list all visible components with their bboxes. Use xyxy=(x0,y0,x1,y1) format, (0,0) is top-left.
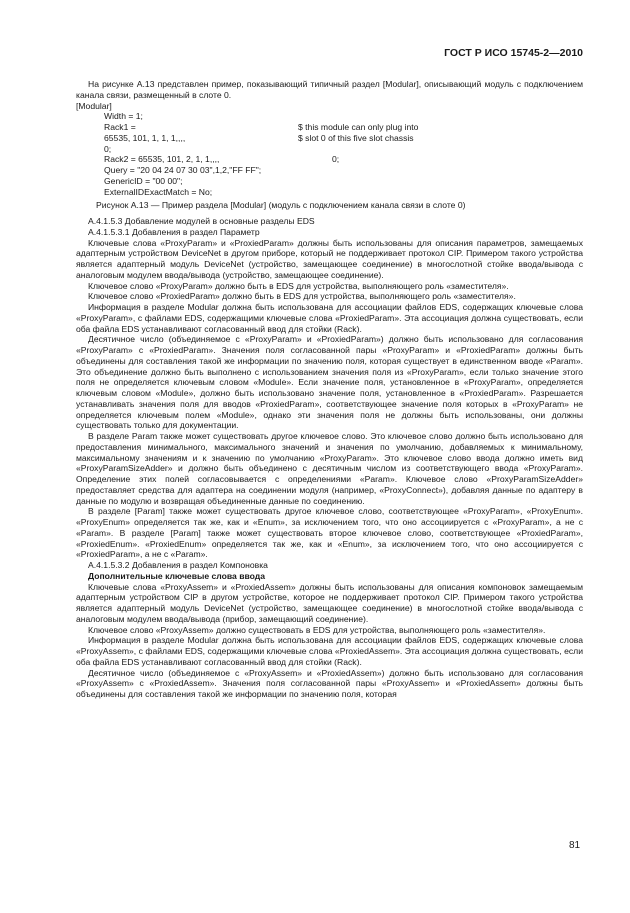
document-header: ГОСТ Р ИСО 15745-2—2010 xyxy=(444,47,583,59)
page-body xyxy=(76,79,583,700)
code-line: Width = 1; xyxy=(104,111,143,122)
code-text: Rack1 = xyxy=(104,122,136,132)
section-heading: А.4.1.5.3.1 Добавления в раздел Параметр xyxy=(88,226,260,237)
paragraph: Информация в разделе Modular должна быть использована для ассоциации файлов EDS, содержащих ключевые слова «ProxyAssem», с файлами EDS, содержащими ключевые слова «ProxiedAssem». Эта ассоциация должна существовать, если оба файла EDS устанавливают согласованный ввод для стойки (Rack). xyxy=(76,635,583,667)
code-line: [Modular] xyxy=(76,100,112,111)
code-line xyxy=(76,133,583,144)
paragraph: В разделе [Param] также может существовать другое ключевое слово, соответствующее «ProxyParam», «ProxyEnum». «ProxyEnum» определяется так же, как и «Enum», за исключением того, что оно ассоциируется с «ProxyParam», а не с «Param». В разделе [Param] также может существовать второе ключевое слово, соответствующее «ProxiedParam», «ProxiedEnum». «ProxiedEnum» определяется так же, как и «Enum», за исключением того, что оно ассоциируется с «ProxiedParam», а не с «Param». xyxy=(76,506,583,560)
code-line: 0; xyxy=(104,143,112,154)
figure-caption: Рисунок А.13 — Пример раздела [Modular] (модуль с подключением канала связи в слоте 0) xyxy=(96,200,466,211)
code-comment: $ this module can only plug into xyxy=(298,122,419,132)
code-text: 0; xyxy=(332,154,340,165)
paragraph: Ключевое слово «ProxyAssem» должно существовать в EDS для устройства, выполняющего роль «заместителя». xyxy=(88,624,546,635)
intro-paragraph: На рисунке А.13 представлен пример, показывающий типичный раздел [Modular], описывающий модуль с подключением канала связи, размещенный в слоте 0. xyxy=(76,79,583,100)
paragraph: Ключевое слово «ProxyParam» должно быть в EDS для устройства, выполняющего роль «заместителя». xyxy=(88,280,509,291)
paragraph: Ключевые слова «ProxyAssem» и «ProxiedAssem» должны быть использованы для описания компоновок замещаемым адаптерным устройством CIP в другом устройстве, которое не поддерживает протокол CIP. Примером такого устройства является адаптерный модуль DeviceNet (устройство, замещающее соединение) в многослотной стойке ввода/вывода с аналоговым модулем ввода/вывода (прибор, замещающий соединение). xyxy=(76,581,583,624)
code-text: Rack2 = 65535, 101, 2, 1, 1,,,, xyxy=(104,154,220,165)
code-line xyxy=(76,154,583,165)
page-number: 81 xyxy=(569,840,581,851)
paragraph: Ключевое слово «ProxiedParam» должно быть в EDS для устройства, выполняющего роль «заместителя». xyxy=(88,291,516,302)
section-heading: А.4.1.5.3.2 Добавления в раздел Компоновка xyxy=(88,560,268,570)
code-line: Query = "20 04 24 07 30 03",1,2,"FF FF"; xyxy=(104,165,262,175)
code-block xyxy=(76,101,583,198)
paragraph: Информация в разделе Modular должна быть использована для ассоциации файлов EDS, содержащих ключевые слова «ProxyParam», с файлами EDS, содержащими ключевые слова «ProxiedParam». Эта ассоциация должна существовать, если оба файла EDS устанавливают согласованный ввод для стойки (Rack). xyxy=(76,302,583,334)
paragraph: Десятичное число (объединяемое с «ProxyParam» и «ProxiedParam») должно быть использовано для согласования «ProxyParam» с «ProxiedParam». Значения поля согласованной пары «ProxyParam» и «ProxiedParam» должны быть объединены для составления такой же информации по значению поля, которая существует в единственном вводе «Param». Это объединение должно быть выполнено с использованием значения поля из «ProxyParam», если только значение этого поля не определяется ключевым словом «Module». Если значение поля, установленное в «ProxyParam», определяется ключевым словом «Module», должно быть использовано значение поля, установленное в «ProxiedParam». Разрешается устанавливать значения поля для вводов «ProxiedParam», соответствующее значение поля которых в «ProxyParam» не определяется ключевым полем «Module», однако эти значения поля не должны быть использованы, они должны существовать только для документации. xyxy=(76,334,583,431)
paragraph: В разделе Param также может существовать другое ключевое слово. Это ключевое слово должно быть использовано для предоставления минимального, максимального значений и значения по умолчанию, добавляемых к минимальному, максимальному значениям и к значению по умолчанию «ProxyParam». Это ключевое слово ввода должно иметь вид «ProxyParamSizeAdder» и должно быть объединено с десятичным числом из соответствующего ввода «ProxyParam». Определение этих полей согласовывается с определениями «Param». Ключевое слово «ProxyParamSizeAdder» предоставляет средства для адаптера на соединении модуля (например, «ProxyConnect»), добавляя данные по адаптеру в данные по модулю и возвращая объединенные данные по соединению. xyxy=(76,431,583,506)
section-heading: А.4.1.5.3 Добавление модулей в основные разделы EDS xyxy=(88,216,315,226)
paragraph: Ключевые слова «ProxyParam» и «ProxiedParam» должны быть использованы для описания параметров, замещаемых адаптерным устройством DeviceNet в другом приборе, который не поддерживает протокол CIP. Примером такого устройства является адаптерный модуль DeviceNet (устройство, замещающее соединение) в многослотной стойке ввода/вывода с аналоговым модулем ввода/вывода (устройство, замещающее соединение). xyxy=(76,237,583,280)
code-line xyxy=(76,122,583,133)
code-line: ExternalIDExactMatch = No; xyxy=(104,186,213,197)
paragraph: Десятичное число (объединяемое с «ProxyAssem» и «ProxiedAssem») должно быть использовано для согласования «ProxyAssem» с «ProxiedAssem». Значения поля согласованной пары «ProxyAssem» и «ProxiedAssem» должны быть объединены для составления такой же информации по значению поля, которая xyxy=(76,667,583,699)
code-text: 65535, 101, 1, 1, 1,,,, xyxy=(104,132,186,143)
subsection-heading: Дополнительные ключевые слова ввода xyxy=(88,570,266,581)
code-comment: $ slot 0 of this five slot chassis xyxy=(298,132,414,143)
code-line: GenericID = "00 00"; xyxy=(104,175,183,186)
